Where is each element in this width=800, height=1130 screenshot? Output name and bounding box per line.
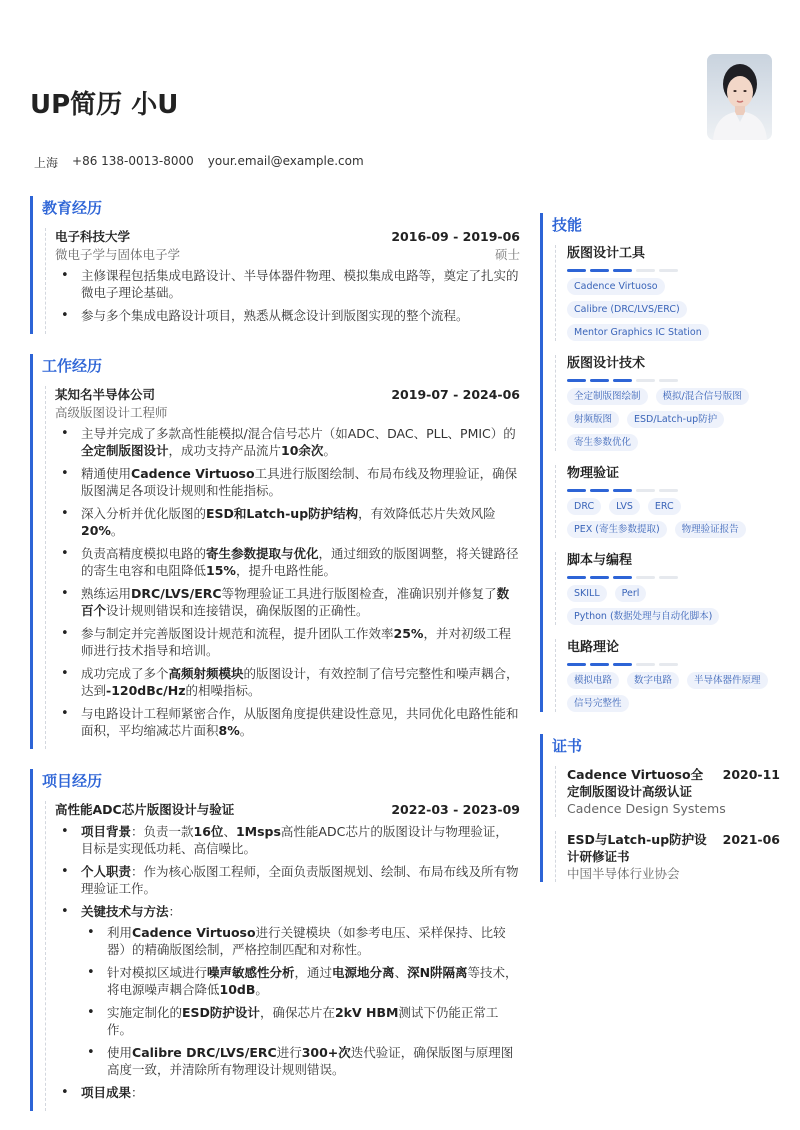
certificate-name: Cadence Virtuoso全定制版图设计高级认证 xyxy=(567,767,704,799)
skill-level-meter xyxy=(567,489,780,492)
text: 深入分析并优化版图的 xyxy=(81,506,207,521)
level-segment xyxy=(567,269,586,272)
level-segment xyxy=(659,489,678,492)
emphasis-text: 项目成果 xyxy=(81,1085,132,1100)
section-title-work: 工作经历 xyxy=(42,357,103,375)
list-item xyxy=(55,705,520,739)
list-item: • 参与多个集成电路设计项目，熟悉从概念设计到版图实现的整个流程。 xyxy=(55,307,520,324)
text: ，有效降低芯片失效风险 xyxy=(358,506,496,521)
emphasis-text: 个人职责 xyxy=(81,864,132,879)
phone: +86 138-0013-8000 xyxy=(72,154,194,168)
skill-tag: LVS xyxy=(609,498,640,515)
text: ，并对初级工程师进行技术指导和培训。 xyxy=(81,626,511,658)
skill-tag: PEX (寄生参数提取) xyxy=(567,521,667,538)
work-section xyxy=(30,354,520,749)
text: 、 xyxy=(394,965,408,980)
resume-header xyxy=(0,0,800,190)
text: ，提升电路性能。 xyxy=(235,563,336,578)
text: 测试下仍能正常工作。 xyxy=(107,1005,499,1037)
text: ：负责一款 xyxy=(131,824,194,839)
list-item xyxy=(55,625,520,659)
education-bullets xyxy=(55,267,520,324)
certificate-date: 2021-06 xyxy=(722,832,780,847)
certificate-issuer: 中国半导体行业协会 xyxy=(567,866,680,881)
emphasis-text: Cadence Virtuoso xyxy=(131,466,255,481)
emphasis-text: 10余次 xyxy=(281,443,324,458)
emphasis-text: DRC/LVS/ERC xyxy=(131,586,222,601)
level-segment xyxy=(636,379,655,382)
text: 成功完成了多个 xyxy=(81,666,169,681)
skill-tag: Calibre (DRC/LVS/ERC) xyxy=(567,301,687,318)
skill-tag: SKILL xyxy=(567,585,607,602)
level-segment xyxy=(636,489,655,492)
list-item xyxy=(81,964,520,998)
text: 。 xyxy=(255,982,268,997)
text: 工具进行版图绘制、布局布线及物理验证，确保版图满足各项设计规则和性能指标。 xyxy=(81,466,518,498)
list-item xyxy=(55,665,520,699)
skill-level-meter xyxy=(567,576,780,579)
emphasis-text: 1Msps xyxy=(235,824,281,839)
level-segment xyxy=(636,576,655,579)
skill-group xyxy=(555,639,780,712)
section-title-skills: 技能 xyxy=(552,216,583,234)
skill-tags xyxy=(567,672,780,712)
list-item xyxy=(55,1084,520,1101)
emphasis-text: 寄生参数提取与优化 xyxy=(206,546,319,561)
level-segment xyxy=(567,379,586,382)
profile-photo xyxy=(707,54,772,140)
emphasis-text: 噪声敏感性分析 xyxy=(207,965,295,980)
emphasis-text: Calibre DRC/LVS/ERC xyxy=(132,1045,277,1060)
emphasis-text: 300+次 xyxy=(301,1045,351,1060)
level-segment xyxy=(659,576,678,579)
skill-group-name: 脚本与编程 xyxy=(567,553,633,568)
text: ： xyxy=(168,904,182,919)
sub-bullets xyxy=(81,924,520,1078)
project-date: 2022-03 - 2023-09 xyxy=(391,802,520,817)
skill-group xyxy=(555,355,780,451)
level-segment xyxy=(590,663,609,666)
skill-tags xyxy=(567,585,780,625)
text: 负责高精度模拟电路的 xyxy=(81,546,207,561)
emphasis-text: 全定制版图设计 xyxy=(81,443,169,458)
text: 与电路设计工程师紧密合作，从版图角度提供建设性意见，共同优化电路性能和面积，平均缩减芯片面积 xyxy=(81,706,519,738)
level-segment xyxy=(613,576,632,579)
level-segment xyxy=(636,663,655,666)
skill-tag: 半导体器件原理 xyxy=(687,672,768,689)
emphasis-text: 关键技术与方法 xyxy=(81,904,169,919)
certificate-item xyxy=(555,831,780,882)
skill-tag: DRC xyxy=(567,498,601,515)
skills-section xyxy=(540,213,780,712)
skill-tag: ESD/Latch-up防护 xyxy=(627,411,724,428)
level-segment xyxy=(659,663,678,666)
emphasis-text: ESD防护设计 xyxy=(182,1005,260,1020)
skill-tag: 射频版图 xyxy=(567,411,619,428)
text: ：作为核心版图工程师，全面负责版图规划、绘制、布局布线及所有物理验证工作。 xyxy=(81,864,519,896)
emphasis-text: 15% xyxy=(206,563,236,578)
text: 针对模拟区域进行 xyxy=(107,965,208,980)
emphasis-text: 数百个 xyxy=(81,586,510,618)
level-segment xyxy=(659,269,678,272)
skill-group xyxy=(555,465,780,538)
list-item xyxy=(55,545,520,579)
left-column xyxy=(30,196,520,1130)
text: ，通过细致的版图调整，将关键路径的寄生电容和电阻降低 xyxy=(81,546,519,578)
text: 利用 xyxy=(107,925,133,940)
projects-section xyxy=(30,769,520,1111)
certificate-name: ESD与Latch-up防护设计研修证书 xyxy=(567,832,707,864)
emphasis-text: 2kV HBM xyxy=(334,1005,399,1020)
section-title-certificates: 证书 xyxy=(552,737,583,755)
level-segment xyxy=(590,576,609,579)
text: ，通过 xyxy=(294,965,333,980)
text: 主导并完成了多款高性能模拟/混合信号芯片（如ADC、DAC、PLL、PMIC）的 xyxy=(81,426,516,441)
skill-tag: 模拟电路 xyxy=(567,672,619,689)
text: 熟练运用 xyxy=(81,586,132,601)
text: 迭代验证，确保版图与原理图高度一致，并清除所有物理设计规则错误。 xyxy=(107,1045,514,1077)
skill-tags xyxy=(567,278,780,341)
text: 、 xyxy=(223,824,236,839)
email: your.email@example.com xyxy=(207,154,364,168)
list-item xyxy=(55,505,520,539)
list-item xyxy=(55,465,520,499)
emphasis-text: -120dBc/Hz xyxy=(106,683,186,698)
education-entry xyxy=(45,228,520,334)
text: ，确保芯片在 xyxy=(259,1005,335,1020)
text: 等技术，将电源噪声耦合降低 xyxy=(107,965,518,997)
work-date: 2019-07 - 2024-06 xyxy=(391,387,520,402)
skill-tag: 信号完整性 xyxy=(567,695,629,712)
text: 高性能ADC芯片的版图设计与物理验证，目标是实现低功耗、高信噪比。 xyxy=(81,824,508,856)
skill-level-meter xyxy=(567,379,780,382)
emphasis-text: 20% xyxy=(81,523,111,538)
skill-level-meter xyxy=(567,269,780,272)
skill-tag: ERC xyxy=(648,498,681,515)
list-item xyxy=(55,863,520,897)
company-name: 某知名半导体公司 xyxy=(55,387,156,402)
section-title-education: 教育经历 xyxy=(42,199,103,217)
text: 。 xyxy=(239,723,253,738)
education-date: 2016-09 - 2019-06 xyxy=(391,229,520,244)
emphasis-text: 10dB xyxy=(219,982,256,997)
level-segment xyxy=(590,269,609,272)
skill-tag: Perl xyxy=(615,585,647,602)
text: 的版图设计，有效控制了信号完整性和噪声耦合，达到 xyxy=(81,666,519,698)
skill-group-name: 版图设计工具 xyxy=(567,246,646,261)
level-segment xyxy=(590,489,609,492)
emphasis-text: 16位 xyxy=(193,824,224,839)
level-segment xyxy=(659,379,678,382)
level-segment xyxy=(636,269,655,272)
skill-tag: 数字电路 xyxy=(627,672,679,689)
emphasis-text: 电源地分离 xyxy=(332,965,395,980)
skill-group-name: 版图设计技术 xyxy=(567,356,646,371)
emphasis-text: 8% xyxy=(218,723,240,738)
certificate-list xyxy=(552,766,780,882)
skill-tag: Cadence Virtuoso xyxy=(567,278,665,295)
skill-group-name: 电路理论 xyxy=(567,640,620,655)
skill-tag: Python (数据处理与自动化脚本) xyxy=(567,608,719,625)
level-segment xyxy=(567,576,586,579)
skill-tag: 物理验证报告 xyxy=(675,521,746,538)
text: 进行关键模块（如参考电压、采样保持、比较器）的精确版图绘制，严格控制匹配和对称性。 xyxy=(107,925,506,957)
text: ，成功支持产品流片 xyxy=(168,443,282,458)
work-bullets xyxy=(55,425,520,739)
emphasis-text: 项目背景 xyxy=(81,824,132,839)
school-name: 电子科技大学 xyxy=(55,229,131,244)
list-item xyxy=(55,903,520,1078)
level-segment xyxy=(613,663,632,666)
right-column xyxy=(540,213,780,902)
emphasis-text: 深N阱隔离 xyxy=(407,965,468,980)
certificates-section xyxy=(540,734,780,882)
skill-tags xyxy=(567,498,780,538)
skill-level-meter xyxy=(567,663,780,666)
skills-list xyxy=(552,245,780,712)
text: 参与制定并完善版图设计规范和流程，提升团队工作效率 xyxy=(81,626,394,641)
list-item xyxy=(81,924,520,958)
text: 的相噪指标。 xyxy=(185,683,261,698)
list-item xyxy=(55,425,520,459)
list-item xyxy=(55,823,520,857)
project-entry xyxy=(45,801,520,1111)
level-segment xyxy=(567,489,586,492)
project-bullets xyxy=(55,823,520,1101)
text: 。 xyxy=(323,443,336,458)
emphasis-text: ESD和Latch-up防护结构 xyxy=(206,506,359,521)
location: 上海 xyxy=(34,156,59,170)
emphasis-text: 高频射频模块 xyxy=(168,666,244,681)
skill-tag: 模拟/混合信号版图 xyxy=(656,388,749,405)
skill-tags xyxy=(567,388,780,451)
list-item: • 主修课程包括集成电路设计、半导体器件物理、模拟集成电路等，奠定了扎实的微电子理论基础。 xyxy=(55,267,520,301)
project-name: 高性能ADC芯片版图设计与验证 xyxy=(55,802,235,817)
skill-group-name: 物理验证 xyxy=(567,466,620,481)
section-title-projects: 项目经历 xyxy=(42,772,103,790)
skill-group xyxy=(555,552,780,625)
text: 等物理验证工具进行版图检查，准确识别并修复了 xyxy=(221,586,497,601)
contact-info xyxy=(34,154,364,171)
text: 。 xyxy=(110,523,124,538)
text: 实施定制化的 xyxy=(107,1005,183,1020)
text: 精通使用 xyxy=(81,466,132,481)
portrait-icon xyxy=(707,54,772,140)
certificate-issuer: Cadence Design Systems xyxy=(567,801,726,816)
work-entry xyxy=(45,386,520,749)
skill-tag: Mentor Graphics IC Station xyxy=(567,324,709,341)
job-title: 高级版图设计工程师 xyxy=(55,405,168,420)
text: 使用 xyxy=(107,1045,133,1060)
degree: 硕士 xyxy=(494,247,520,262)
certificate-date: 2020-11 xyxy=(722,767,780,782)
text: ： xyxy=(131,1085,144,1100)
skill-group xyxy=(555,245,780,341)
text: 设计规则错误和连接错误，确保版图的正确性。 xyxy=(106,603,369,618)
list-item xyxy=(81,1044,520,1078)
candidate-name: UP简历 小U xyxy=(30,90,179,120)
text: 进行 xyxy=(276,1045,302,1060)
major: 微电子学与固体电子学 xyxy=(55,247,181,262)
emphasis-text: Cadence Virtuoso xyxy=(132,925,256,940)
education-section xyxy=(30,196,520,334)
level-segment xyxy=(613,379,632,382)
skill-tag: 寄生参数优化 xyxy=(567,434,638,451)
level-segment xyxy=(567,663,586,666)
emphasis-text: 25% xyxy=(393,626,424,641)
skill-tag: 全定制版图绘制 xyxy=(567,388,648,405)
certificate-item xyxy=(555,766,780,817)
level-segment xyxy=(613,269,632,272)
list-item xyxy=(55,585,520,619)
level-segment xyxy=(613,489,632,492)
list-item xyxy=(81,1004,520,1038)
level-segment xyxy=(590,379,609,382)
